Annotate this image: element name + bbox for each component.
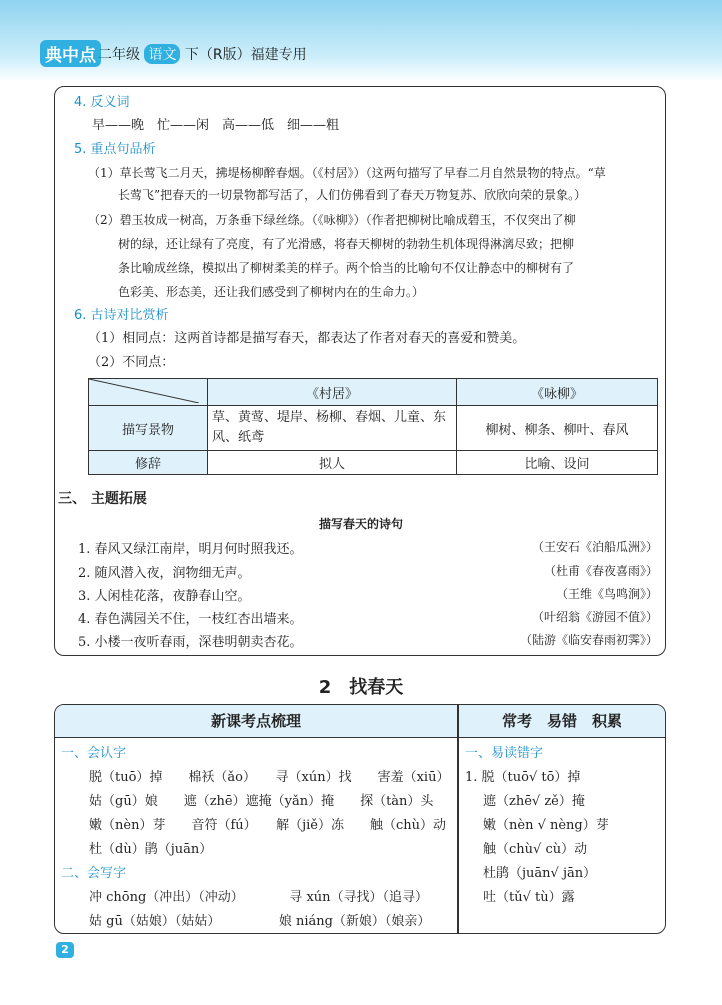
poem-text: 1. 春风又绿江南岸，明月何时照我还。 bbox=[78, 542, 303, 557]
poem-text: 4. 春色满园关不住，一枝红杏出墙来。 bbox=[78, 612, 303, 627]
sentence-line: 色彩美、形态美，还让我们感受到了柳树内在的生命力。） bbox=[118, 285, 425, 299]
list-item bbox=[78, 585, 658, 604]
sentence-line: 条比喻成丝绦，模拟出了柳树柔美的样子。两个恰当的比喻句不仅让静态中的柳树有了 bbox=[118, 261, 575, 275]
list-item bbox=[78, 562, 658, 581]
right-column-header: 常考 易错 积累 bbox=[459, 705, 665, 738]
table-row-label: 修辞 bbox=[89, 451, 208, 475]
book-title bbox=[98, 44, 307, 64]
poem-source: （王安石《泊船瓜洲》） bbox=[531, 540, 658, 554]
write-line: 姑 gū（姑娘）（姑姑） 娘 niáng（新娘）（娘亲） bbox=[89, 914, 431, 929]
diff-point: （2）不同点： bbox=[88, 355, 175, 370]
poem-source: （王维《鸟鸣涧》） bbox=[555, 587, 658, 601]
antonyms-line: 早——晚 忙——闲 高——低 细——粗 bbox=[92, 118, 340, 133]
section-poem-compare-title: 6. 古诗对比赏析 bbox=[74, 308, 169, 323]
poem-text: 5. 小楼一夜听春雨，深巷明朝卖杏花。 bbox=[78, 635, 303, 650]
easy-line: 杜鹃（juān√ jān） bbox=[483, 866, 597, 881]
section-key-sentences-title: 5. 重点句品析 bbox=[74, 142, 156, 157]
recognize-line: 嫩（nèn）芽 音符（fú） 解（jiě）冻 触（chù）动 bbox=[89, 818, 447, 833]
edition-label: 下（R版）福建专用 bbox=[184, 47, 307, 63]
table-cell: 柳树、柳条、柳叶、春风 bbox=[457, 406, 658, 451]
recognize-line: 杜（dù）鹃（juān） bbox=[89, 842, 213, 857]
topic-title: 三、 主题拓展 bbox=[58, 491, 147, 507]
recognize-title: 一、会认字 bbox=[61, 746, 127, 761]
recognize-line: 脱（tuō）掉 棉袄（ǎo） 寻（xún）找 害羞（xiū） bbox=[89, 770, 450, 785]
table-row-label: 描写景物 bbox=[89, 406, 208, 451]
write-line: 冲 chōng（冲出）（冲动） 寻 xún（寻找）（追寻） bbox=[89, 890, 429, 905]
brand-logo: 典中点 bbox=[40, 40, 101, 67]
sentence-line: （2）碧玉妆成一树高，万条垂下绿丝绦。（《咏柳》）（作者把柳树比喻成碧玉，不仅突出了柳 bbox=[88, 213, 576, 227]
poem-list-title: 描写春天的诗句 bbox=[318, 517, 403, 531]
page-number: 2 bbox=[56, 942, 74, 958]
table-cell: 比喻、设问 bbox=[457, 451, 658, 475]
poem-source: （杜甫《春夜喜雨》） bbox=[543, 564, 658, 578]
write-title: 二、会写字 bbox=[61, 866, 127, 881]
list-item bbox=[78, 608, 658, 627]
sentence-line: 树的绿，还让绿有了亮度，有了光滑感，将春天柳树的勃勃生机体现得淋漓尽致；把柳 bbox=[118, 237, 575, 251]
compare-table bbox=[88, 378, 658, 475]
column-divider bbox=[457, 705, 459, 933]
left-column-header: 新课考点梳理 bbox=[55, 705, 457, 738]
easy-line: 吐（tǔ√ tù）露 bbox=[483, 890, 575, 905]
recognize-line: 姑（gū）娘 遮（zhē）遮掩（yǎn）掩 探（tàn）头 bbox=[89, 794, 434, 809]
table-corner bbox=[89, 379, 208, 406]
section-antonyms-title: 4. 反义词 bbox=[74, 95, 130, 110]
lesson-notes-box bbox=[54, 704, 666, 934]
table-cell: 拟人 bbox=[208, 451, 457, 475]
poem-text: 3. 人闲桂花落，夜静春山空。 bbox=[78, 589, 251, 604]
table-cell: 草、黄莺、堤岸、杨柳、春烟、儿童、东风、纸鸢 bbox=[208, 406, 457, 451]
same-point: （1）相同点：这两首诗都是描写春天，都表达了作者对春天的喜爱和赞美。 bbox=[88, 331, 526, 346]
easy-title: 一、易读错字 bbox=[465, 746, 544, 761]
list-item bbox=[78, 631, 658, 650]
lesson-title: 2 找春天 bbox=[318, 677, 404, 698]
easy-line: 嫩（nèn √ nèng）芽 bbox=[483, 818, 609, 833]
grade-label: 二年级 bbox=[98, 47, 140, 63]
easy-line: 1. 脱（tuō√ tō）掉 bbox=[465, 770, 581, 785]
diagonal-line bbox=[89, 379, 199, 403]
poem-text: 2. 随风潜入夜，润物细无声。 bbox=[78, 566, 251, 581]
poem-source: （叶绍翁《游园不值》） bbox=[531, 610, 658, 624]
subject-badge: 语文 bbox=[144, 44, 180, 64]
sentence-line: 长莺飞”把春天的一切景物都写活了，人们仿佛看到了春天万物复苏、欣欣向荣的景象。） bbox=[118, 188, 587, 202]
table-header-yongliu: 《咏柳》 bbox=[457, 379, 658, 406]
poem-source: （陆游《临安春雨初霁》） bbox=[519, 633, 658, 647]
list-item bbox=[78, 538, 658, 557]
easy-line: 触（chù√ cù）动 bbox=[483, 842, 588, 857]
easy-line: 遮（zhē√ zě）掩 bbox=[483, 794, 585, 809]
page-header bbox=[0, 0, 722, 82]
table-header-cunju: 《村居》 bbox=[208, 379, 457, 406]
sentence-line: （1）草长莺飞二月天，拂堤杨柳醉春烟。（《村居》）（这两句描写了早春二月自然景物的特点。“草 bbox=[88, 166, 606, 180]
